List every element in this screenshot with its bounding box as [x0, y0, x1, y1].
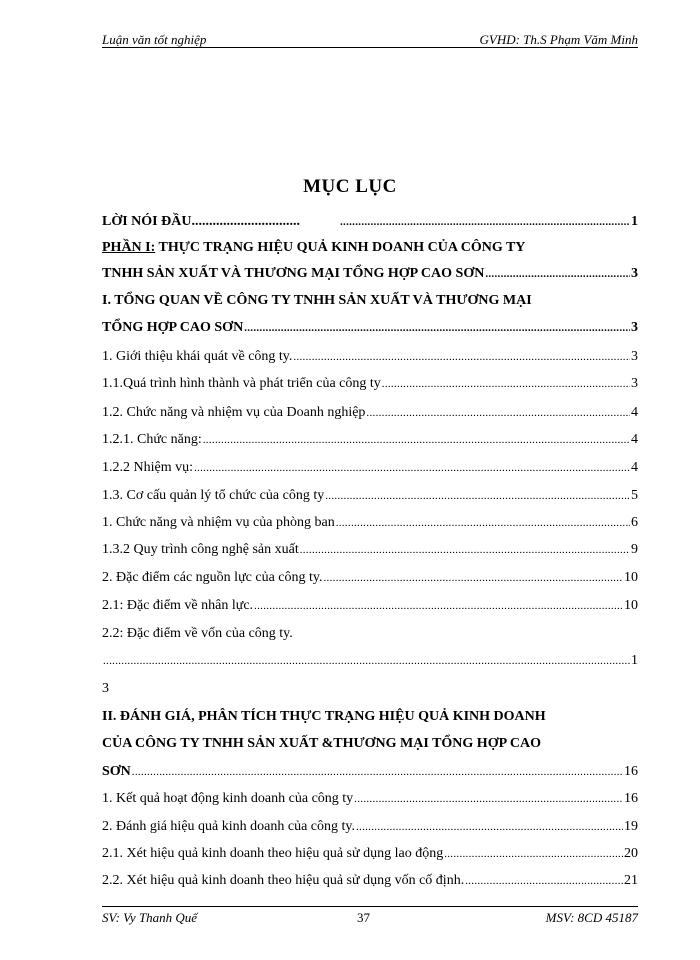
toc-row[interactable]: [102, 512, 638, 534]
toc-entry-text: TNHH SẢN XUẤT VÀ THƯƠNG MẠI TỔNG HỢP CAO SƠN: [102, 266, 485, 281]
toc-leader-dots: [485, 263, 630, 285]
toc-leader-dots: [325, 485, 630, 507]
toc-row[interactable]: [102, 402, 638, 424]
toc-leader-dots: [324, 567, 624, 589]
toc-entry-page: 4: [631, 405, 638, 420]
toc-entry-page: 6: [631, 515, 638, 530]
toc-entry-text: 2.2: Đặc điểm về vốn của công ty.: [102, 626, 293, 641]
toc-row[interactable]: [102, 539, 638, 561]
toc-entry-text: 2.1: Đặc điểm về nhân lực.: [102, 598, 254, 613]
toc-leader-dots: [132, 761, 623, 783]
toc-row[interactable]: [102, 761, 638, 783]
toc-entry-text: THỰC TRẠNG HIỆU QUẢ KINH DOANH CỦA CÔNG TY: [155, 240, 526, 255]
toc-row[interactable]: [102, 678, 638, 700]
toc-entry-page: 3: [631, 266, 638, 281]
toc-entry-page: 4: [631, 460, 638, 475]
toc-entry-page: 3: [631, 320, 638, 335]
toc-leader-dots: [336, 512, 630, 534]
toc-entry-text: 1. Giới thiệu khái quát về công ty.: [102, 349, 293, 364]
footer-page-number: 37: [357, 910, 370, 925]
toc-entry-text: 2.2. Xét hiệu quả kinh doanh theo hiệu quả sử dụng vốn cố định.: [102, 873, 465, 888]
toc-row[interactable]: [102, 263, 638, 285]
toc-entry-page: 20: [624, 846, 638, 861]
toc-row[interactable]: [102, 843, 638, 865]
toc-entry-page: 21: [624, 873, 638, 888]
toc-row[interactable]: [102, 373, 638, 395]
toc-entry-text: CỦA CÔNG TY TNHH SẢN XUẤT &THƯƠNG MẠI TỔNG HỢP CAO: [102, 736, 541, 751]
toc-row[interactable]: [102, 595, 638, 617]
toc-entry-text: 1.3. Cơ cấu quản lý tổ chức của công ty: [102, 488, 325, 503]
toc-entry-text: 2. Đặc điểm các nguồn lực của công ty.: [102, 570, 323, 585]
footer-student-id: MSV: 8CD 45187: [545, 910, 638, 925]
toc-leader-dots: [382, 373, 630, 395]
toc-leader-dots: [340, 211, 630, 233]
toc-entry-text: 2.1. Xét hiệu quả kinh doanh theo hiệu quả sử dụng lao động: [102, 846, 444, 861]
toc-row[interactable]: [102, 346, 638, 368]
toc-leader-dots: [300, 539, 630, 561]
toc-entry-text: 2. Đánh giá hiệu quả kinh doanh của công ty.: [102, 819, 355, 834]
toc-entry-page: 10: [624, 598, 638, 613]
toc-entry-text: LỜI NÓI ĐẦU...............................: [102, 214, 300, 229]
toc-entry-text: 1. Kết quả hoạt động kinh doanh của công ty: [102, 791, 354, 806]
toc-row-phan-1[interactable]: [102, 237, 638, 259]
toc-entry-text: I. TỔNG QUAN VỀ CÔNG TY TNHH SẢN XUẤT VÀ THƯƠNG MẠI: [102, 293, 532, 308]
toc-leader-dots: [444, 843, 623, 865]
toc-row-section-1[interactable]: [102, 290, 638, 312]
toc-entry-text: II. ĐÁNH GIÁ, PHÂN TÍCH THỰC TRẠNG HIỆU QUẢ KINH DOANH: [102, 709, 546, 724]
toc-leader-dots: [465, 870, 623, 892]
footer-student: SV: Vy Thanh Quế: [102, 910, 198, 925]
toc-leader-dots: [293, 346, 630, 368]
toc-entry-text: SƠN: [102, 764, 131, 779]
toc-row[interactable]: [102, 317, 638, 339]
toc-row[interactable]: [102, 429, 638, 451]
toc-row[interactable]: [102, 457, 638, 479]
toc-entry-text: 1.3.2 Quy trình công nghệ sản xuất: [102, 542, 299, 557]
toc-entry-text: 3: [102, 681, 109, 696]
toc-leader-dots: [194, 457, 630, 479]
toc-row-loi-noi-dau[interactable]: [102, 211, 638, 233]
toc-entry-page: 19: [624, 819, 638, 834]
toc-entry-text: 1.1.Quá trình hình thành và phát triển của công ty: [102, 376, 381, 391]
toc-entry-page: 16: [624, 791, 638, 806]
toc-leader-dots: [254, 595, 623, 617]
toc-entry-page: 16: [624, 764, 638, 779]
toc-row[interactable]: [102, 567, 638, 589]
toc-leader-dots: [244, 317, 630, 339]
toc-entry-page: 10: [624, 570, 638, 585]
toc-entry-page: 1: [631, 653, 638, 668]
page-title: MỤC LỤC: [303, 176, 397, 197]
header-rule: [102, 47, 638, 48]
toc-row[interactable]: [102, 485, 638, 507]
toc-entry-page: 3: [631, 376, 638, 391]
header-right: GVHD: Th.S Phạm Văm Minh: [479, 32, 638, 47]
toc-leader-dots: [203, 429, 630, 451]
toc-leader-dots: [366, 402, 630, 424]
toc-entry-page: 3: [631, 349, 638, 364]
toc-row[interactable]: [102, 816, 638, 838]
toc-entry-text: TỔNG HỢP CAO SƠN: [102, 320, 244, 335]
header-left: Luận văn tốt nghiệp: [102, 32, 207, 47]
toc-row[interactable]: [102, 623, 638, 645]
toc-row-section-2[interactable]: [102, 706, 638, 728]
toc-entry-text: 1.2.1. Chức năng:: [102, 432, 202, 447]
page-footer: [102, 910, 638, 928]
footer-rule: [102, 906, 638, 907]
toc-entry-text: 1.2.2 Nhiệm vụ:: [102, 460, 193, 475]
toc-entry-prefix: PHẦN I:: [102, 240, 156, 255]
toc-row[interactable]: [102, 788, 638, 810]
toc-entry-text: 1. Chức năng và nhiệm vụ của phòng ban: [102, 515, 335, 530]
toc-entry-page: 4: [631, 432, 638, 447]
toc-entry-text: 1.2. Chức năng và nhiệm vụ của Doanh nghiệp: [102, 405, 366, 420]
toc-leader-dots: [354, 788, 623, 810]
toc-row[interactable]: [102, 733, 638, 755]
toc-leader-dots: [356, 816, 623, 838]
toc-entry-page: 5: [631, 488, 638, 503]
toc-entry-page: 1: [631, 214, 638, 229]
toc-row[interactable]: [102, 870, 638, 892]
toc-row[interactable]: [102, 650, 638, 672]
toc-leader-dots: [103, 650, 630, 672]
toc-entry-page: 9: [631, 542, 638, 557]
